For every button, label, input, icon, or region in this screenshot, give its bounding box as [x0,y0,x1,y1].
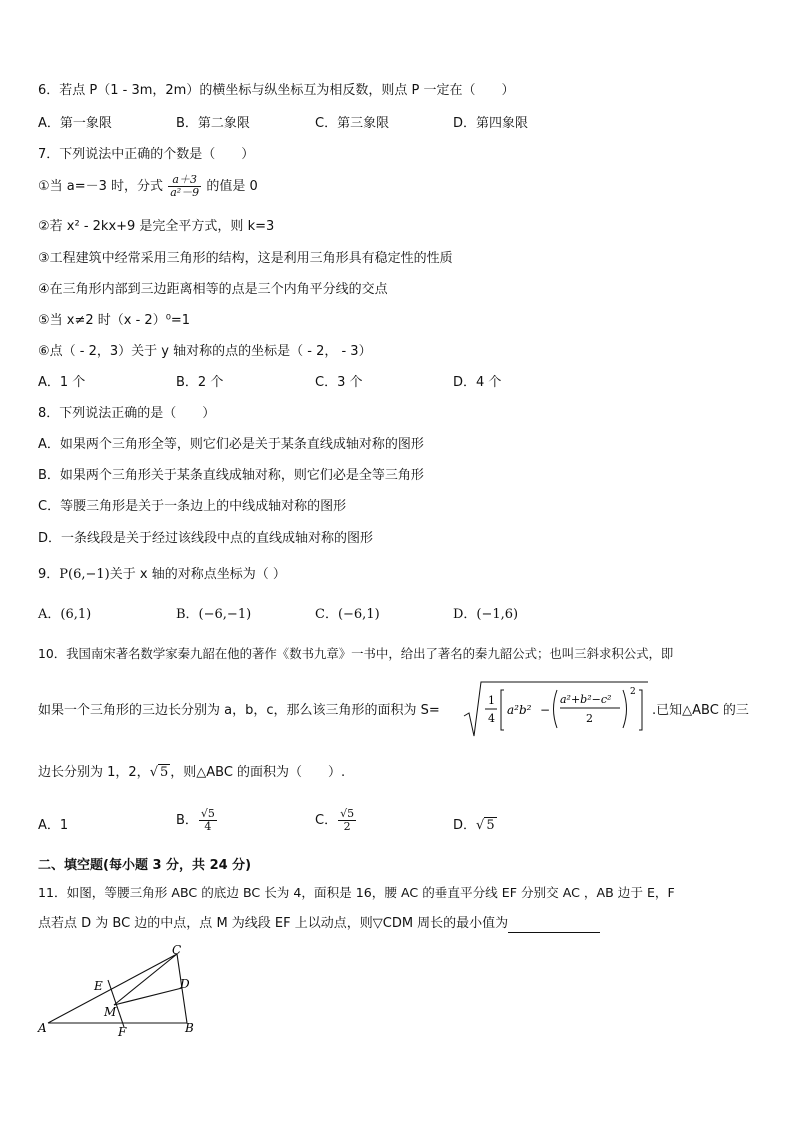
q9-stem-rest: 关于 x 轴的对称点坐标为（ ） [109,567,286,582]
section-2-title: 二、填空题(每小题 3 分，共 24 分) [38,858,252,873]
q10-option-d-sqrt: √ 5 [476,818,495,833]
q10-option-d-radicand: 5 [486,818,495,833]
q10-line-3-pre: 边长分别为 1，2， [38,765,150,780]
q11-line-2-text: 点若点 D 为 BC 边的中点，点 M 为线段 EF 上以动点，则▽CDM 周长的最小值为 [38,916,509,931]
q10-line-2-pre: 如果一个三角形的三边长分别为 a，b，c，那么该三角形的面积为 S= [38,703,440,718]
q10-option-d-label: D． [453,818,477,833]
q10-line-1: 10．我国南宋著名数学家秦九韶在他的著作《数书九章》一书中，给出了著名的秦九韶公式；也叫三斜求积公式，即 [38,646,674,661]
q7-stem: 7．下列说法中正确的个数是（ ） [38,147,255,162]
q10-line-3 [38,764,345,782]
q9-point: P(6,−1) [59,567,110,582]
q7-option-d: D．4 个 [453,375,502,390]
q7-option-b: B．2 个 [176,375,224,390]
q11-triangle-figure [30,940,210,1040]
q8-stem: 8．下列说法正确的是（ ） [38,406,216,421]
svg-text:4: 4 [488,712,495,725]
q10-option-b-den: 4 [204,820,212,833]
q6-stem: 6．若点 P（1 - 3m，2m）的横坐标与纵坐标互为相反数，则点 P 一定在（ ） [38,83,515,98]
label-c: C [172,943,182,957]
q10-option-c [315,808,357,833]
q6-option-b: B．第二象限 [176,116,250,131]
svg-text:−: − [540,703,551,717]
svg-text:2: 2 [586,712,593,725]
q10-option-c-den: 2 [343,820,351,833]
q7-s1-numerator: a＋3 [168,174,201,187]
q8-option-c: C．等腰三角形是关于一条边上的中线成轴对称的图形 [38,499,347,514]
q7-statement-1 [38,174,258,199]
q8-option-b: B．如果两个三角形关于某条直线成轴对称，则它们必是全等三角形 [38,468,424,483]
label-f: F [118,1025,127,1039]
q10-line-2-post: .已知△ABC 的三 [652,703,749,718]
q9-option-c: C．(−6,1) [315,607,380,622]
svg-text:a²+b²−c²: a²+b²−c² [560,693,612,706]
q9-option-a: A．(6,1) [38,607,92,622]
q8-option-a: A．如果两个三角形全等，则它们必是关于某条直线成轴对称的图形 [38,437,424,452]
label-b: B [185,1021,194,1035]
q9-option-d: D．(−1,6) [453,607,519,622]
q7-statement-2: ②若 x² - 2kx+9 是完全平方式，则 k=3 [38,219,275,234]
label-a: A [38,1021,47,1035]
q10-sqrt5-radicand: 5 [159,765,169,780]
q10-line-3-post: ，则△ABC 的面积为（ ）. [170,765,346,780]
q10-option-b-label: B． [176,813,198,828]
q7-statement-3: ③工程建筑中经常采用三角形的结构，这是利用三角形具有稳定性的性质 [38,251,453,266]
q8-option-d: D．一条线段是关于经过该线段中点的直线成轴对称的图形 [38,531,374,546]
q10-option-d [453,817,497,835]
q7-statement-5: ⑤当 x≠2 时（x - 2）⁰=1 [38,313,191,328]
q10-option-b-fraction [199,808,217,833]
q6-option-a: A．第一象限 [38,116,112,131]
q6-option-c: C．第三象限 [315,116,390,131]
q7-statement-4: ④在三角形内部到三边距离相等的点是三个内角平分线的交点 [38,282,388,297]
q10-option-c-label: C． [315,813,338,828]
label-m: M [104,1005,117,1019]
qin-jiushao-formula [462,678,652,740]
q10-sqrt5: √ 5 [149,765,169,780]
q9-stem [38,566,286,584]
q10-option-c-num: √5 [340,807,355,820]
svg-text:1: 1 [488,694,495,707]
q10-option-b [176,808,218,833]
q6-option-d: D．第四象限 [453,116,529,131]
q9-number: 9． [38,567,60,582]
svg-text:a²b²: a²b² [507,703,532,717]
q10-option-c-fraction [338,808,356,833]
q7-s1-fraction [168,174,201,199]
q11-line-2 [38,915,600,933]
q9-option-b: B．(−6,−1) [176,607,252,622]
q11-answer-blank[interactable] [508,918,600,933]
q7-statement-6: ⑥点（ - 2，3）关于 y 轴对称的点的坐标是（ - 2， - 3） [38,344,372,359]
q7-s1-post: 的值是 0 [206,179,258,194]
label-e: E [94,979,103,993]
q11-line-1: 11．如图，等腰三角形 ABC 的底边 BC 长为 4，面积是 16，腰 AC 的垂直平分线 EF 分别交 AC ，AB 边于 E，F [38,885,675,900]
q7-option-c: C．3 个 [315,375,363,390]
q10-option-b-num: √5 [200,807,215,820]
label-d: D [180,977,190,991]
q7-s1-denominator: a²－9 [170,186,200,199]
q7-s1-pre: ①当 a=－3 时，分式 [38,179,164,194]
q10-option-a: A．1 [38,818,69,833]
q7-option-a: A．1 个 [38,375,86,390]
svg-text:2: 2 [630,687,636,697]
